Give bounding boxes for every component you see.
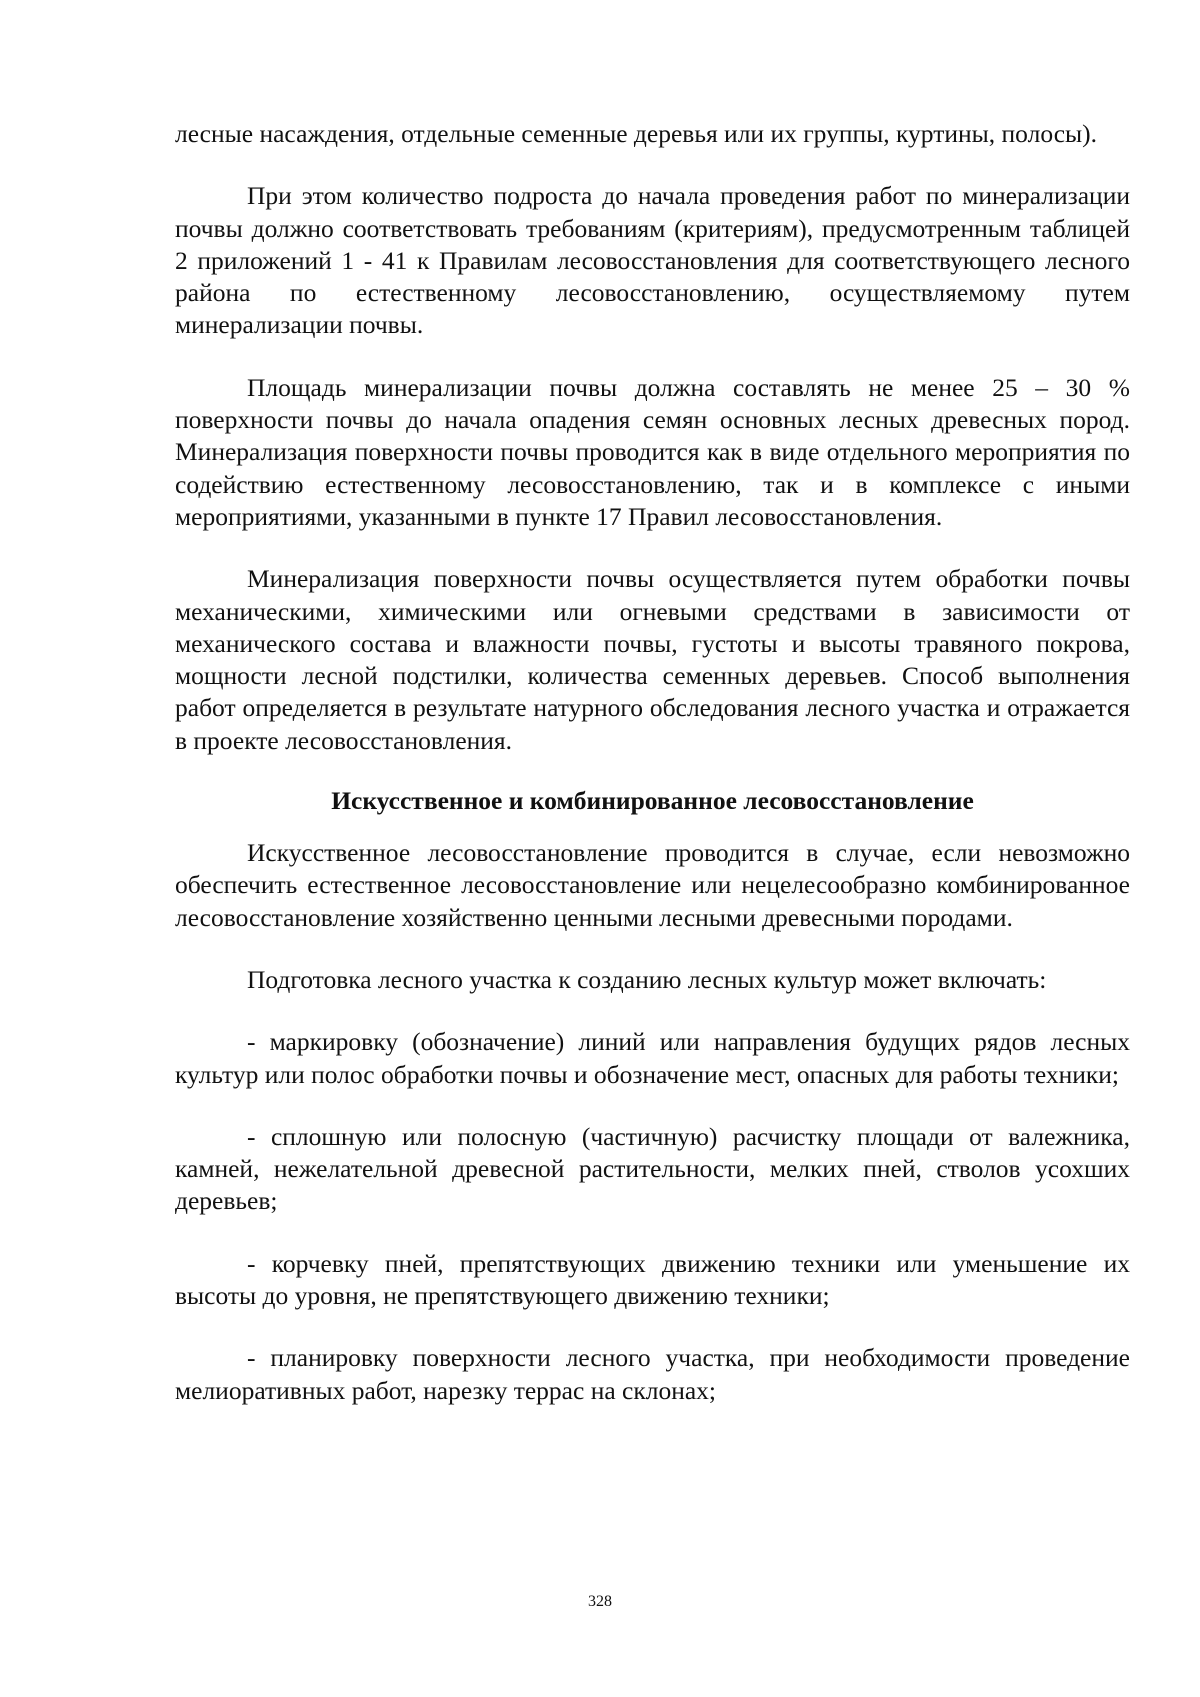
paragraph-artificial-reforestation: Искусственное лесовосстановление проводится в случае, если невозможно обеспечить естественное лесовосстановление или нецелесообразно комбинированное лесовосстановление хозяйственно ценными лесными древесными породами.	[175, 838, 1130, 932]
list-item: - корчевку пней, препятствующих движению техники или уменьшение их высоты до уровня, не препятствующего движению техники;	[175, 1248, 1130, 1311]
list-item: - планировку поверхности лесного участка, при необходимости проведение мелиоративных работ, нарезку террас на склонах;	[175, 1343, 1130, 1405]
page-body	[175, 118, 1130, 1407]
paragraph-mineralization-methods: Минерализация поверхности почвы осуществляется путем обработки почвы механическими, химическими или огневыми средствами в зависимости от механического состава и влажности почвы, густоты и высоты травяного покрова, мощности лесной подстилки, количества семенных деревьев. Способ выполнения работ определяется в результате натурного обследования лесного участка и отражается в проекте лесовосстановления.	[175, 564, 1130, 755]
paragraph-site-preparation: Подготовка лесного участка к созданию лесных культур может включать:	[247, 964, 1047, 994]
list-item: - маркировку (обозначение) линий или направления будущих рядов лесных культур или полос обработки почвы и обозначение мест, опасных для работы техники;	[175, 1027, 1130, 1089]
paragraph-continuation: лесные насаждения, отдельные семенные деревья или их группы, куртины, полосы).	[175, 119, 1098, 148]
page-number: 328	[588, 1593, 612, 1610]
paragraph-mineralization-area: Площадь минерализации почвы должна составлять не менее 25 – 30 % поверхности почвы до начала опадения семян основных лесных древесных пород. Минерализация поверхности почвы проводится как в виде отдельного мероприятия по содействию естественному лесовосстановлению, так и в комплексе с иными мероприятиями, указанными в пункте 17 Правил лесовосстановления.	[175, 372, 1130, 531]
paragraph-undergrowth-requirements: При этом количество подроста до начала проведения работ по минерализации почвы должно соответствовать требованиям (критериям), предусмотренным таблицей 2 приложений 1 - 41 к Правилам лесовосстановления для соответствующего лесного района по естественному лесовосстановлению, осуществляемому путем минерализации почвы.	[175, 181, 1130, 340]
list-item: - сплошную или полосную (частичную) расчистку площади от валежника, камней, нежелательной древесной растительности, мелких пней, стволов усохших деревьев;	[175, 1121, 1130, 1216]
section-heading: Искусственное и комбинированное лесовосстановление	[331, 786, 974, 816]
